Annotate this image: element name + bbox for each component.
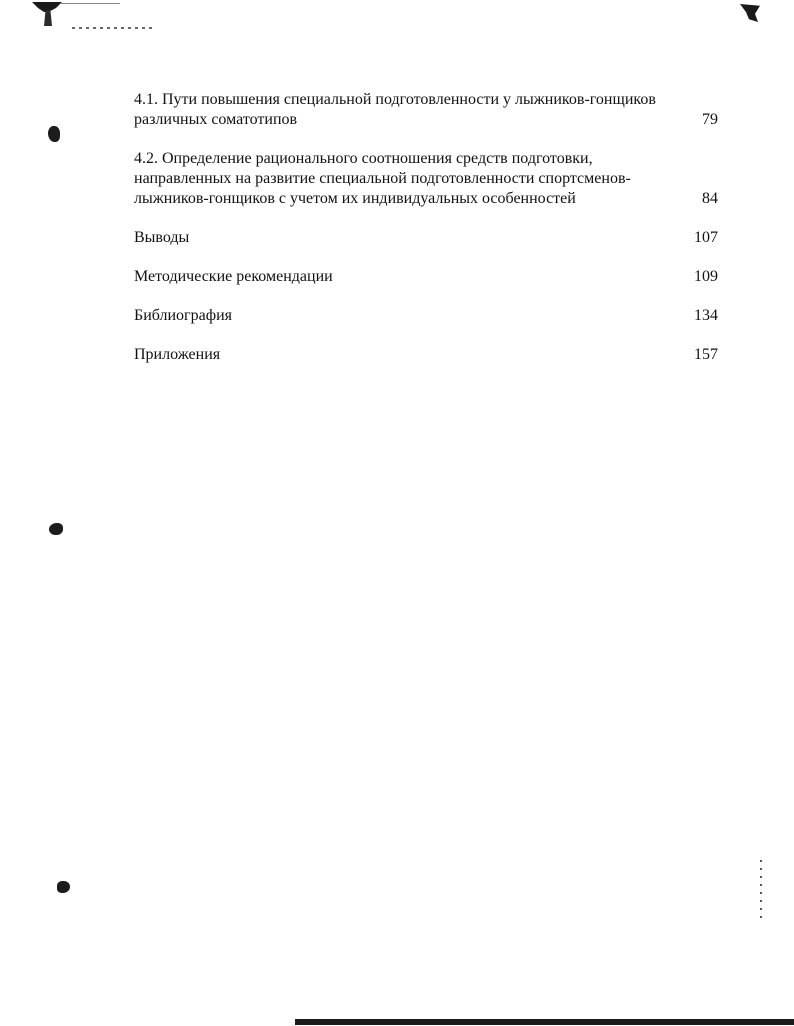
toc-entry-4-1: [134, 90, 718, 130]
scan-mark-top-right: [740, 4, 760, 22]
toc-entry-title: Выводы: [134, 229, 190, 246]
scan-dots-top-left: [72, 27, 152, 29]
toc-entry-bibliography: [134, 306, 718, 326]
toc-entry-title: Приложения: [134, 346, 221, 363]
toc-entry-title: 4.1. Пути повышения специальной подготовленности у лыжников-гонщиков различных соматотипов: [134, 91, 656, 128]
toc-entry-title: Библиография: [134, 307, 232, 324]
binder-hole-mark-top: [48, 126, 60, 142]
toc-entry-page: 84: [702, 190, 718, 207]
toc-entry-page: 134: [694, 307, 718, 324]
scan-edge-dots: [760, 860, 762, 920]
scan-line-top-left: [60, 3, 120, 4]
toc-entry-conclusions: [134, 228, 718, 248]
toc-entry-page: 107: [694, 229, 718, 246]
binder-hole-mark-bottom: [57, 881, 70, 893]
binder-hole-mark-middle: [49, 523, 63, 535]
toc-entry-title: Методические рекомендации: [134, 268, 333, 285]
table-of-contents: [134, 88, 718, 365]
scan-mark-top-left-stem: [44, 10, 52, 26]
scan-bottom-edge: [295, 1019, 794, 1025]
toc-entry-4-2: [134, 149, 718, 209]
toc-entry-appendices: [134, 345, 718, 365]
toc-entry-page: 109: [694, 268, 718, 285]
toc-entry-page: 79: [702, 111, 718, 128]
toc-entry-title: 4.2. Определение рационального соотношения средств подготовки, направленных на развитие специальной подготовленности спортсменов-лыжников-гонщиков с учетом их индивидуальных особенностей: [134, 150, 631, 207]
toc-entry-page: 157: [694, 346, 718, 363]
toc-entry-recommendations: [134, 267, 718, 287]
